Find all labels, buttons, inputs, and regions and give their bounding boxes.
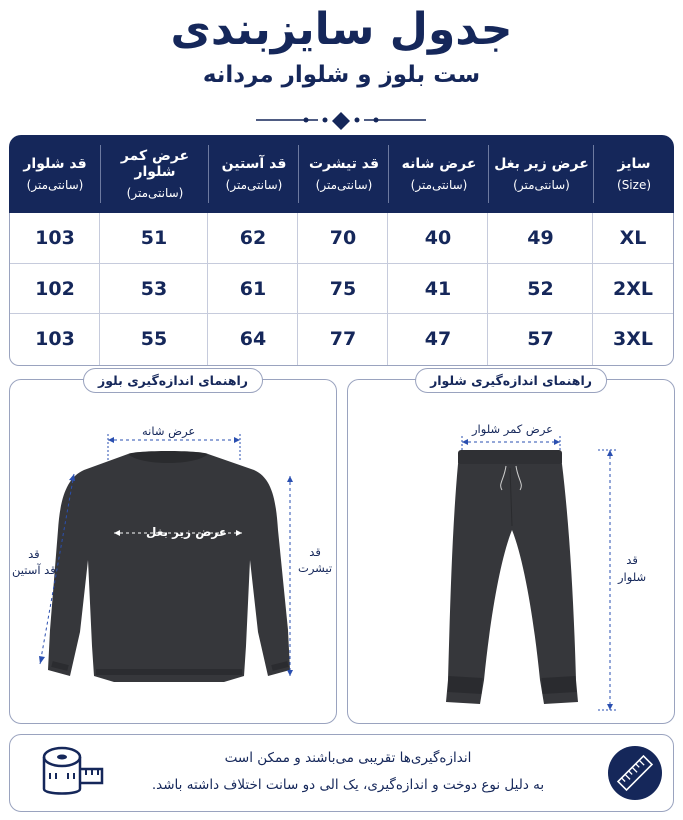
header-label: عرض زیر بغل xyxy=(494,156,589,172)
note-line-1: اندازه‌گیری‌ها تقریبی می‌باشند و ممکن است xyxy=(224,750,472,766)
header-unit: (سانتی‌متر) xyxy=(126,186,184,200)
shirt-length-label: قد تیشرت xyxy=(298,545,333,575)
table-row xyxy=(10,213,673,263)
header-pants-length xyxy=(9,135,101,213)
header-sleeve xyxy=(209,135,299,213)
table-cell: 103 xyxy=(35,328,75,350)
table-cell: 75 xyxy=(329,278,357,300)
chest-width-label: عرض زیر بغل xyxy=(146,525,228,539)
header-label: عرض شانه xyxy=(401,156,477,172)
header-label: سایز xyxy=(617,156,651,172)
note-text xyxy=(128,745,568,799)
pants-length-label: قد شلوار xyxy=(618,553,647,584)
table-cell: 55 xyxy=(140,328,168,350)
table-cell: 70 xyxy=(329,227,357,249)
table-cell: 40 xyxy=(424,227,452,249)
table-cell: 77 xyxy=(329,328,357,350)
table-cell: 103 xyxy=(35,227,75,249)
header-size xyxy=(594,135,674,213)
sleeve-length-label: قد قد آستین xyxy=(12,547,56,577)
table-cell: 51 xyxy=(140,227,168,249)
pants-guide-panel xyxy=(347,373,675,724)
table-cell: 47 xyxy=(424,328,452,350)
pants-guide-title: راهنمای اندازه‌گیری شلوار xyxy=(415,368,607,393)
table-cell: 49 xyxy=(527,227,554,249)
waist-width-label: عرض کمر شلوار xyxy=(472,422,554,436)
measuring-tape-icon xyxy=(38,743,108,803)
header-unit: (سانتی‌متر) xyxy=(225,178,283,192)
table-cell: 61 xyxy=(239,278,267,300)
table-row xyxy=(10,313,673,364)
table-body xyxy=(9,213,674,366)
header-label: قد شلوار xyxy=(23,156,87,172)
shirt-guide-panel xyxy=(9,373,337,724)
header-unit: (سانتی‌متر) xyxy=(410,178,468,192)
table-cell: 52 xyxy=(527,278,554,300)
header-shoulder xyxy=(389,135,489,213)
header-unit: (سانتی‌متر) xyxy=(26,178,84,192)
table-cell: 62 xyxy=(239,227,267,249)
header-label: قد تیشرت xyxy=(308,156,380,172)
header-label: عرض کمر شلوار xyxy=(120,148,190,180)
size-cell: 2XL xyxy=(613,278,653,300)
page-title: جدول سایزبندی xyxy=(170,4,513,55)
ruler-icon xyxy=(607,745,663,801)
table-cell: 53 xyxy=(140,278,168,300)
header-underarm xyxy=(489,135,594,213)
table-cell: 64 xyxy=(239,328,267,350)
shoulder-width-label: عرض شانه xyxy=(142,424,196,438)
page-subtitle: ست بلوز و شلوار مردانه xyxy=(202,62,481,88)
header-label: قد آستین xyxy=(221,156,287,172)
size-table xyxy=(9,135,674,367)
header-waist xyxy=(101,135,209,213)
header-shirt-length xyxy=(299,135,389,213)
table-cell: 41 xyxy=(424,278,452,300)
title-ornament xyxy=(0,112,683,132)
note-line-2: به دلیل نوع دوخت و اندازه‌گیری، یک الی دو سانت اختلاف داشته باشد. xyxy=(151,777,545,793)
header-unit: (سانتی‌متر) xyxy=(513,178,570,192)
header-unit: (Size) xyxy=(617,178,652,192)
disclaimer-note xyxy=(9,734,674,812)
table-cell: 57 xyxy=(527,328,554,350)
size-cell: XL xyxy=(619,227,647,249)
table-header xyxy=(9,135,674,213)
header-unit: (سانتی‌متر) xyxy=(315,178,373,192)
table-cell: 102 xyxy=(35,278,75,300)
shirt-guide-title: راهنمای اندازه‌گیری بلوز xyxy=(83,368,263,393)
table-row xyxy=(10,263,673,314)
size-cell: 3XL xyxy=(613,328,653,350)
